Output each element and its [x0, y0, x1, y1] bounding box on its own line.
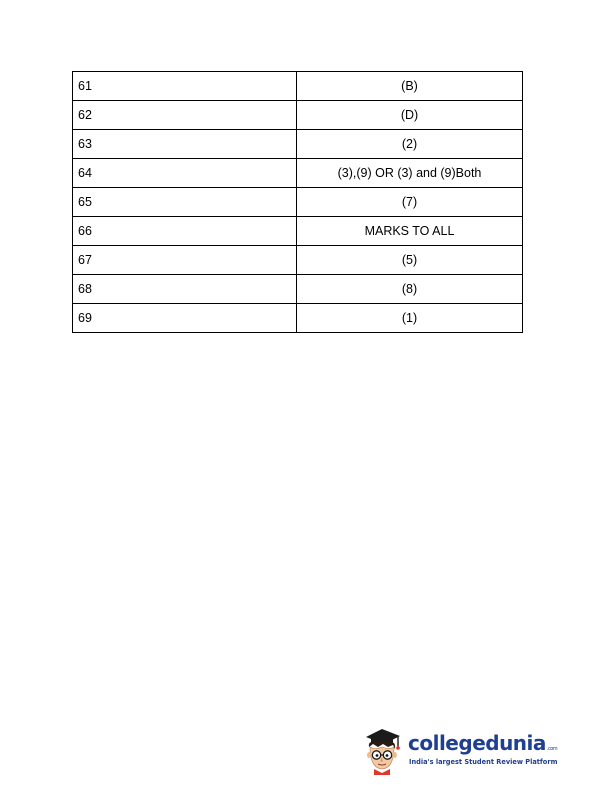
table-row — [73, 130, 523, 159]
table-row — [73, 246, 523, 275]
table-row — [73, 159, 523, 188]
question-number-cell: 69 — [73, 304, 297, 333]
answer-cell: (D) — [297, 101, 523, 130]
table-row — [73, 101, 523, 130]
answer-cell: (8) — [297, 275, 523, 304]
brand-tagline: India's largest Student Review Platform — [409, 758, 558, 766]
question-number-cell: 68 — [73, 275, 297, 304]
brand-dotcom: .com — [546, 746, 558, 752]
question-number-cell: 63 — [73, 130, 297, 159]
answer-cell: MARKS TO ALL — [297, 217, 523, 246]
answer-cell: (2) — [297, 130, 523, 159]
table-row — [73, 188, 523, 217]
answer-key-table — [72, 71, 523, 333]
collegedunia-logo — [360, 723, 558, 775]
brand-name — [408, 731, 557, 755]
table-row — [73, 275, 523, 304]
student-mascot-icon — [360, 723, 404, 775]
answer-cell: (3),(9) OR (3) and (9)Both — [297, 159, 523, 188]
question-number-cell: 65 — [73, 188, 297, 217]
brand-text: collegedunia — [408, 731, 546, 755]
answer-cell: (5) — [297, 246, 523, 275]
question-number-cell: 67 — [73, 246, 297, 275]
question-number-cell: 62 — [73, 101, 297, 130]
answer-cell: (7) — [297, 188, 523, 217]
question-number-cell: 64 — [73, 159, 297, 188]
answer-cell: (1) — [297, 304, 523, 333]
question-number-cell: 66 — [73, 217, 297, 246]
answer-cell: (B) — [297, 72, 523, 101]
table-row — [73, 72, 523, 101]
table-row — [73, 304, 523, 333]
question-number-cell: 61 — [73, 72, 297, 101]
table-row — [73, 217, 523, 246]
